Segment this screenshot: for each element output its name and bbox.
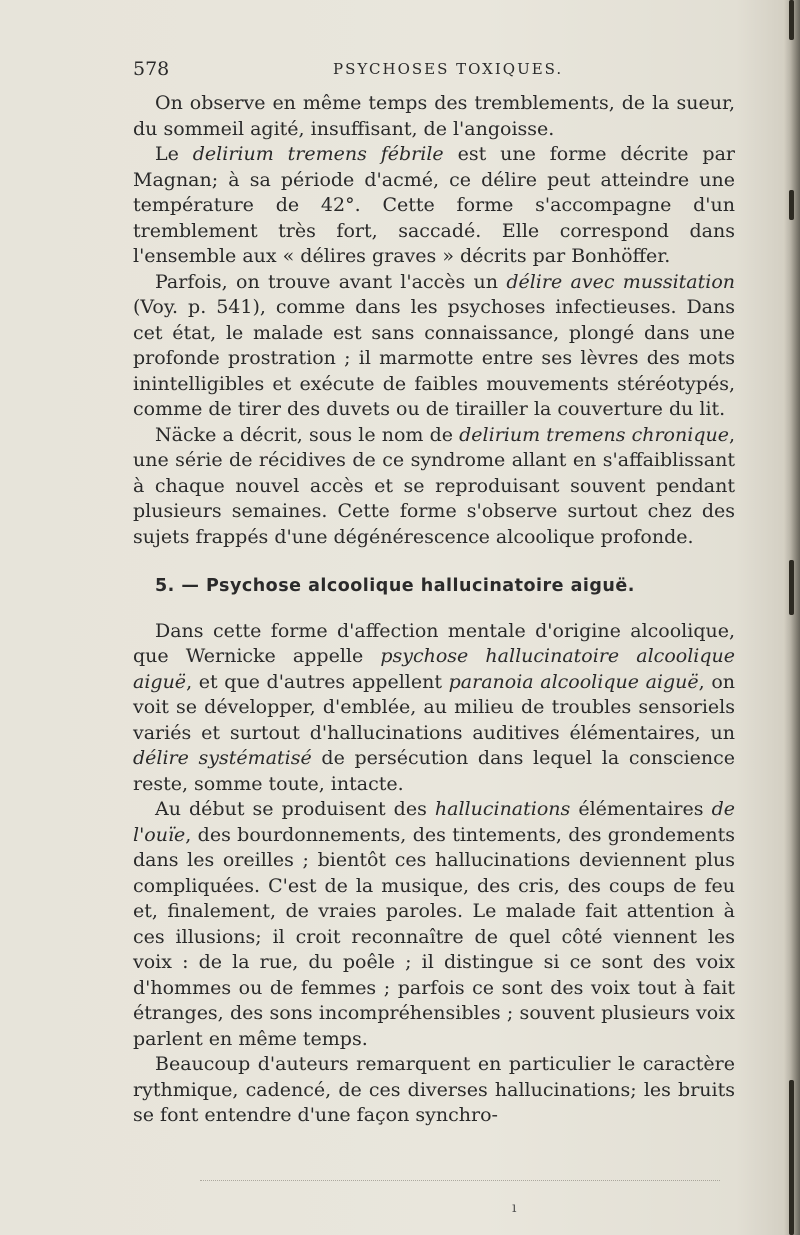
text-run: de persécution dans lequel la conscience reste, somme toute, intacte. <box>133 747 736 795</box>
italic-phrase: délire systématisé <box>133 747 312 769</box>
running-title: PSYCHOSES TOXIQUES. <box>333 60 564 78</box>
paragraph <box>133 797 735 1052</box>
body-text <box>133 91 735 1129</box>
italic-phrase: de l'ouïe <box>133 798 735 846</box>
text-run: Dans cette forme d'affection mentale d'origine alcoolique, que Wernicke appelle <box>133 619 735 667</box>
italic-phrase: hallucinations <box>434 798 571 820</box>
italic-phrase: delirium tremens chronique <box>459 423 729 446</box>
edge-mark <box>789 190 794 220</box>
page-number: 578 <box>133 58 170 80</box>
text-run: est une forme décrite par Magnan; à sa période d'acmé, ce délire peut atteindre une température de 42°. Cette forme s'accompagne d'un tremblement très fort, saccadé. Elle correspond dans l'ensemble aux « délires graves » décrits par Bonhöffer. <box>133 143 735 267</box>
edge-mark <box>789 1080 794 1235</box>
section-heading: 5. — Psychose alcoolique hallucinatoire aiguë. <box>155 576 635 596</box>
edge-mark <box>789 560 794 615</box>
text-run: Beaucoup d'auteurs remarquent en particulier le caractère rythmique, cadencé, de ces diverses hallucinations; les bruits se font entendre d'une façon synchro- <box>133 1053 735 1126</box>
text-run: Au début se produisent des <box>155 798 435 820</box>
paragraph <box>133 423 735 551</box>
paragraph <box>133 270 735 423</box>
paragraphs-before-heading <box>133 91 735 550</box>
text-run: , une série de récidives de ce syndrome allant en s'affaiblissant à chaque nouvel accès et se reproduisant souvent pendant plusieurs semaines. Cette forme s'observe surtout chez des sujets frappés d'une dégénérescence alcoolique profonde. <box>133 423 736 548</box>
stray-mark: ı <box>512 1200 517 1216</box>
text-run: Näcke a décrit, sous le nom de <box>155 423 460 446</box>
paragraph <box>133 619 735 798</box>
text-run: élémentaires <box>570 798 712 820</box>
edge-mark <box>789 0 794 40</box>
page-binding-edge <box>784 0 800 1235</box>
text-run: (Voy. p. 541), comme dans les psychoses infectieuses. Dans cet état, le malade est sans connaissance, plongé dans une profonde prostration ; il marmotte entre ses lèvres des mots inintelligibles et exécute de faibles mouvements stéréotypés, comme de tirer des duvets ou de tirailler la couverture du lit. <box>133 296 735 420</box>
text-run: On observe en même temps des tremblements, de la sueur, du sommeil agité, insuffisant, de l'angoisse. <box>133 92 735 140</box>
paragraphs-after-heading <box>133 619 735 1129</box>
text-run: , des bourdonnements, des tintements, des grondements dans les oreilles ; bientôt ces hallucinations deviennent plus compliquées. C'est de la musique, des cris, des coups de feu et, finalement, de vraies paroles. Le malade fait attention à ces illusions; il croit reconnaître de quel côté viennent les voix : de la rue, du poêle ; il distingue si ce sont des voix d'hommes ou de femmes ; parfois ce sont des voix tout à fait étranges, des sons incompréhensibles ; souvent plusieurs voix parlent en même temps. <box>133 823 735 1050</box>
text-run: , on voit se développer, d'emblée, au milieu de troubles sensoriels variés et surtout d'hallucinations auditives élémentaires, un <box>133 670 735 744</box>
text-run: Le <box>155 143 193 165</box>
italic-phrase: paranoia alcoolique aiguë <box>448 670 699 693</box>
italic-phrase: délire avec mussitation <box>506 270 735 293</box>
italic-phrase: psychose hallucinatoire alcoolique aiguë <box>133 645 735 693</box>
text-run: Parfois, on trouve avant l'accès un <box>155 270 507 293</box>
text-run: , et que d'autres appellent <box>186 670 449 693</box>
page-bottom-rule <box>200 1180 720 1185</box>
paragraph <box>133 1052 735 1129</box>
paragraph <box>133 91 735 142</box>
running-header <box>133 58 733 82</box>
italic-phrase: delirium tremens fébrile <box>192 143 444 165</box>
paragraph <box>133 142 735 270</box>
